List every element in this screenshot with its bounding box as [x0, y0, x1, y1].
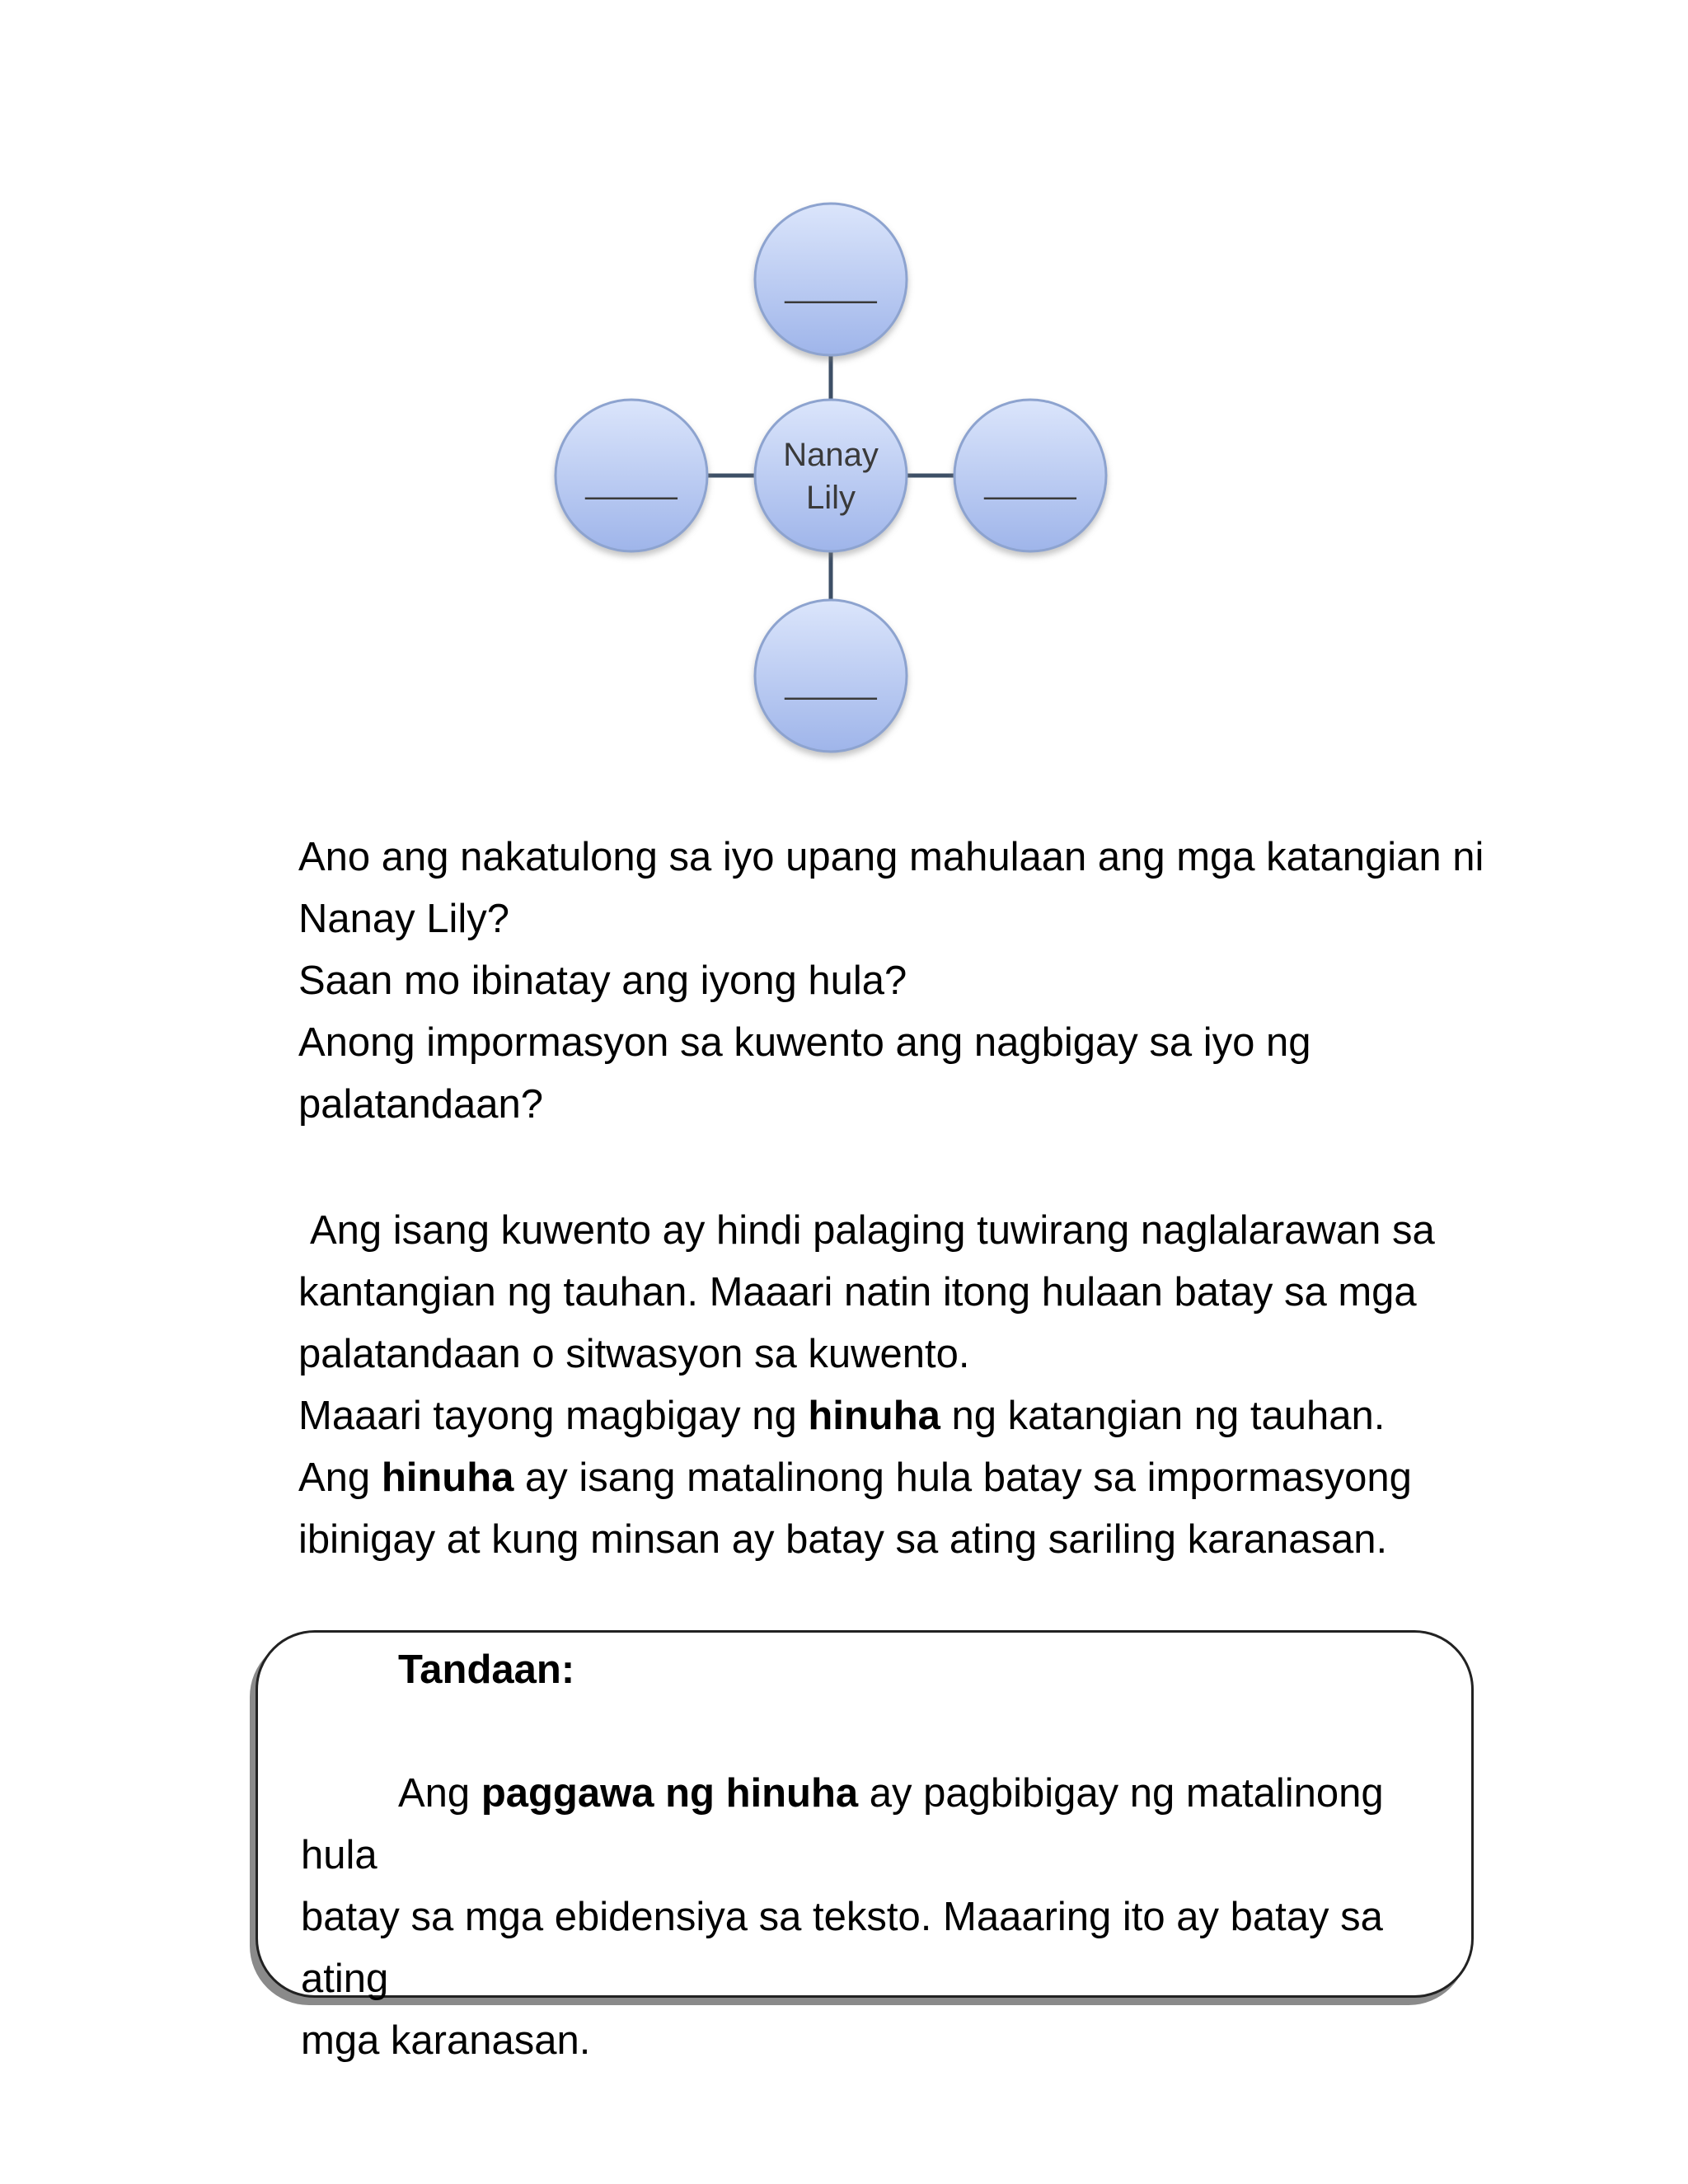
- remember-title: Tandaan:: [398, 1647, 575, 1692]
- question-line: Nanay Lily?: [298, 897, 510, 941]
- node-left-blank: _____: [585, 464, 678, 500]
- node-top-blank: _____: [785, 268, 877, 304]
- question-line: Ano ang nakatulong sa iyo upang mahulaan ang mga katangian ni: [298, 835, 1484, 879]
- remember-body: [301, 1763, 1465, 2072]
- bold-term-hinuha: hinuha: [381, 1455, 514, 1500]
- node-top: [755, 204, 907, 355]
- bold-term-hinuha: hinuha: [808, 1394, 940, 1438]
- remember-text: ay pagbibigay ng matalinong hula: [301, 1771, 1384, 1877]
- node-center-label-line2: Lily: [805, 480, 856, 516]
- remember-line: batay sa mga ebidensiya sa teksto. Maaaring ito ay batay sa ating: [301, 1895, 1383, 2001]
- explanation-line: [298, 1200, 1502, 1262]
- node-left: [556, 400, 707, 551]
- node-center-label-line1: Nanay: [783, 437, 879, 473]
- node-right-blank: _____: [984, 464, 1076, 500]
- explanation-line: ibinigay at kung minsan ay batay sa ating sariling karanasan.: [298, 1517, 1388, 1562]
- explanation-text: Ang: [298, 1455, 382, 1500]
- remember-line: mga karanasan.: [301, 2018, 591, 2063]
- character-web-diagram: [0, 0, 1688, 824]
- explanation-line: palatandaan o sitwasyon sa kuwento.: [298, 1332, 970, 1376]
- explanation-paragraph: [298, 1200, 1502, 1571]
- question-line: Anong impormasyon sa kuwento ang nagbigay sa iyo ng: [298, 1020, 1311, 1065]
- remember-text: Ang: [398, 1771, 481, 1816]
- node-center: [755, 400, 907, 551]
- node-bottom-blank: _____: [785, 664, 877, 701]
- node-right: [954, 400, 1106, 551]
- remember-box: [256, 1630, 1474, 2063]
- explanation-line-text: Ang isang kuwento ay hindi palaging tuwirang naglalarawan sa: [310, 1208, 1435, 1253]
- bold-term-paggawa-ng-hinuha: paggawa ng hinuha: [481, 1771, 859, 1816]
- explanation-text: ng katangian ng tauhan.: [940, 1394, 1386, 1438]
- reflection-questions: [298, 827, 1502, 1136]
- explanation-line: [298, 1447, 1502, 1509]
- explanation-line: kantangian ng tauhan. Maaari natin itong hulaan batay sa mga: [298, 1270, 1417, 1315]
- question-line: Saan mo ibinatay ang iyong hula?: [298, 958, 907, 1003]
- remember-line: [301, 1763, 1465, 1886]
- explanation-text: ay isang matalinong hula batay sa impormasyong: [513, 1455, 1412, 1500]
- question-line: palatandaan?: [298, 1082, 544, 1127]
- explanation-line: [298, 1385, 1502, 1447]
- node-bottom: [755, 600, 907, 752]
- explanation-text: Maaari tayong magbigay ng: [298, 1394, 809, 1438]
